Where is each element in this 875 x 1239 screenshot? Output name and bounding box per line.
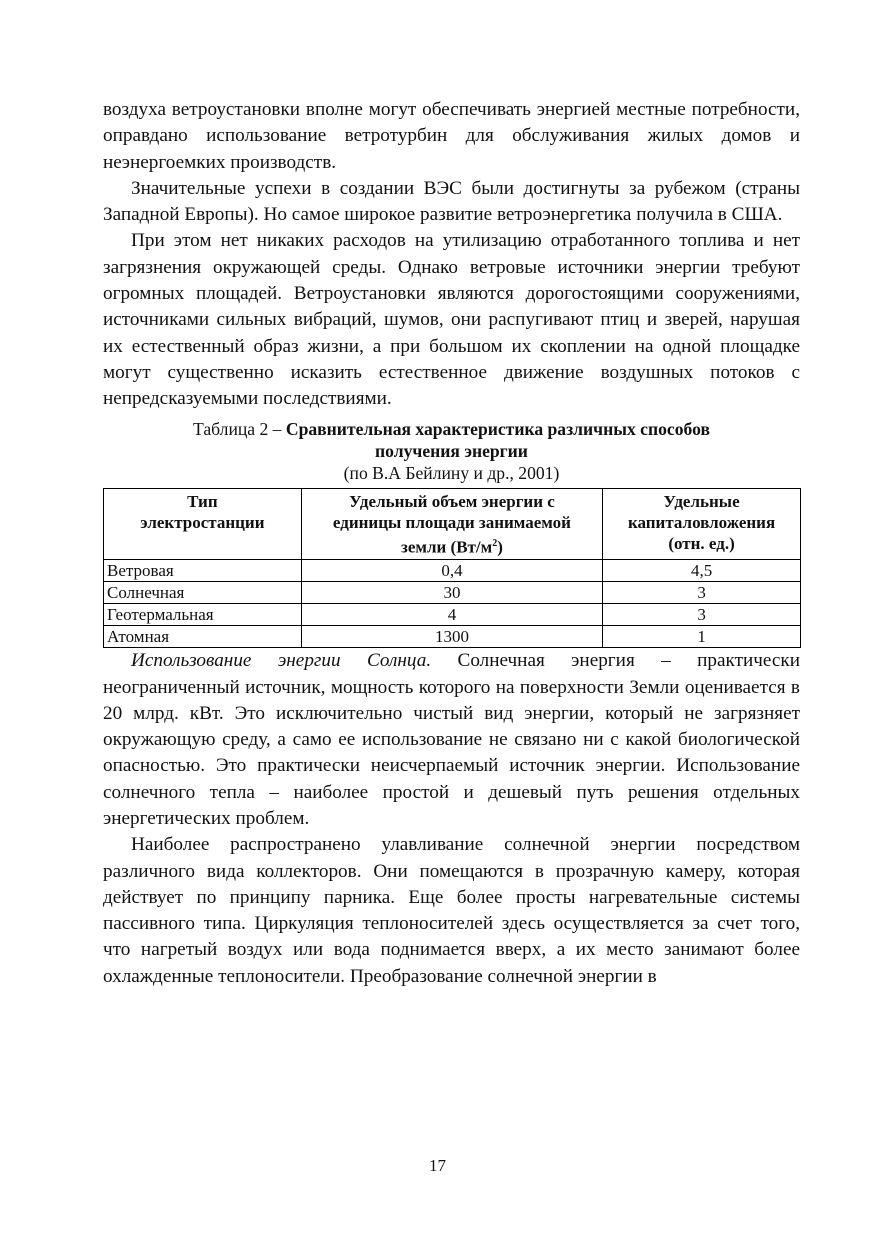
table-row xyxy=(104,604,801,626)
cell-type: Солнечная xyxy=(104,582,302,604)
table-row xyxy=(104,582,801,604)
table-caption-source: (по В.А Бейлину и др., 2001) xyxy=(343,462,560,483)
section-text: Солнечная энергия – практически неограниченный источник, мощность которого на поверхности Земли оценивается в 20 млрд. кВт. Это исключительно чистый вид энергии, который не загрязняет окружающую среду, а само ее использование не связано ни с какой биологической опасностью. Это практически неисчерпаемый источник энергии. Использование солнечного тепла – наиболее простой и дешевый путь решения отдельных энергетических проблем. xyxy=(103,650,800,829)
header-capital-investment: Удельные капиталовложения (отн. ед.) xyxy=(603,488,801,560)
cell-energy: 1300 xyxy=(301,626,602,648)
cell-type: Атомная xyxy=(104,626,302,648)
cell-type: Ветровая xyxy=(104,560,302,582)
table-caption xyxy=(103,418,800,484)
cell-type: Геотермальная xyxy=(104,604,302,626)
paragraph-collectors: Наиболее распространено улавливание солнечной энергии посредством различного вида коллекторов. Они помещаются в прозрачную камеру, которая действует по принципу парника. Еще более просты нагревательные системы пассивного типа. Циркуляция теплоносителей здесь осуществляется за счет того, что нагретый воздух или вода поднимается вверх, а их место занимают более охлажденные теплоносители. Преобразование солнечной энергии в xyxy=(103,834,800,987)
table-row xyxy=(104,626,801,648)
paragraph-2: Значительные успехи в создании ВЭС были достигнуты за рубежом (страны Западной Европы). Но самое широкое развитие ветроэнергетика получила в США. xyxy=(103,177,800,226)
document-page xyxy=(103,97,800,990)
paragraph-3: При этом нет никаких расходов на утилизацию отработанного топлива и нет загрязнения окружающей среды. Однако ветровые источники энергии требуют огромных площадей. Ветроустановки являются дорогостоящими сооружениями, источниками сильных вибраций, шумов, они распугивают птиц и зверей, нарушая их естественный образ жизни, а при большом их скоплении на одной площадке могут существенно исказить естественное движение воздушных потоков с непредсказуемыми последствиями. xyxy=(103,230,800,410)
cell-capital: 3 xyxy=(603,582,801,604)
cell-capital: 3 xyxy=(603,604,801,626)
paragraph-solar-energy xyxy=(103,648,800,832)
table-caption-prefix: Таблица 2 – xyxy=(193,418,286,439)
cell-energy: 4 xyxy=(301,604,602,626)
table-caption-title-1: Сравнительная характеристика различных способов xyxy=(285,418,710,439)
cell-capital: 1 xyxy=(603,626,801,648)
header-station-type: Тип электростанции xyxy=(104,488,302,560)
page-number: 17 xyxy=(429,1156,446,1175)
table-row xyxy=(104,560,801,582)
header-energy-per-area: Удельный объем энергии с единицы площади занимаемой земли $(Вт/м^2)$ xyxy=(301,488,602,560)
cell-energy: 30 xyxy=(301,582,602,604)
comparison-table xyxy=(103,488,801,649)
table-caption-title-2: получения энергии xyxy=(375,440,528,461)
cell-energy: 0,4 xyxy=(301,560,602,582)
section-heading-inline: Использование энергии Солнца. xyxy=(131,650,432,672)
cell-capital: 4,5 xyxy=(603,560,801,582)
table-header-row xyxy=(104,488,801,560)
paragraph-1: воздуха ветроустановки вполне могут обеспечивать энергией местные потребности, оправдано использование ветротурбин для обслуживания жилых домов и неэнергоемких производств. xyxy=(103,99,800,173)
